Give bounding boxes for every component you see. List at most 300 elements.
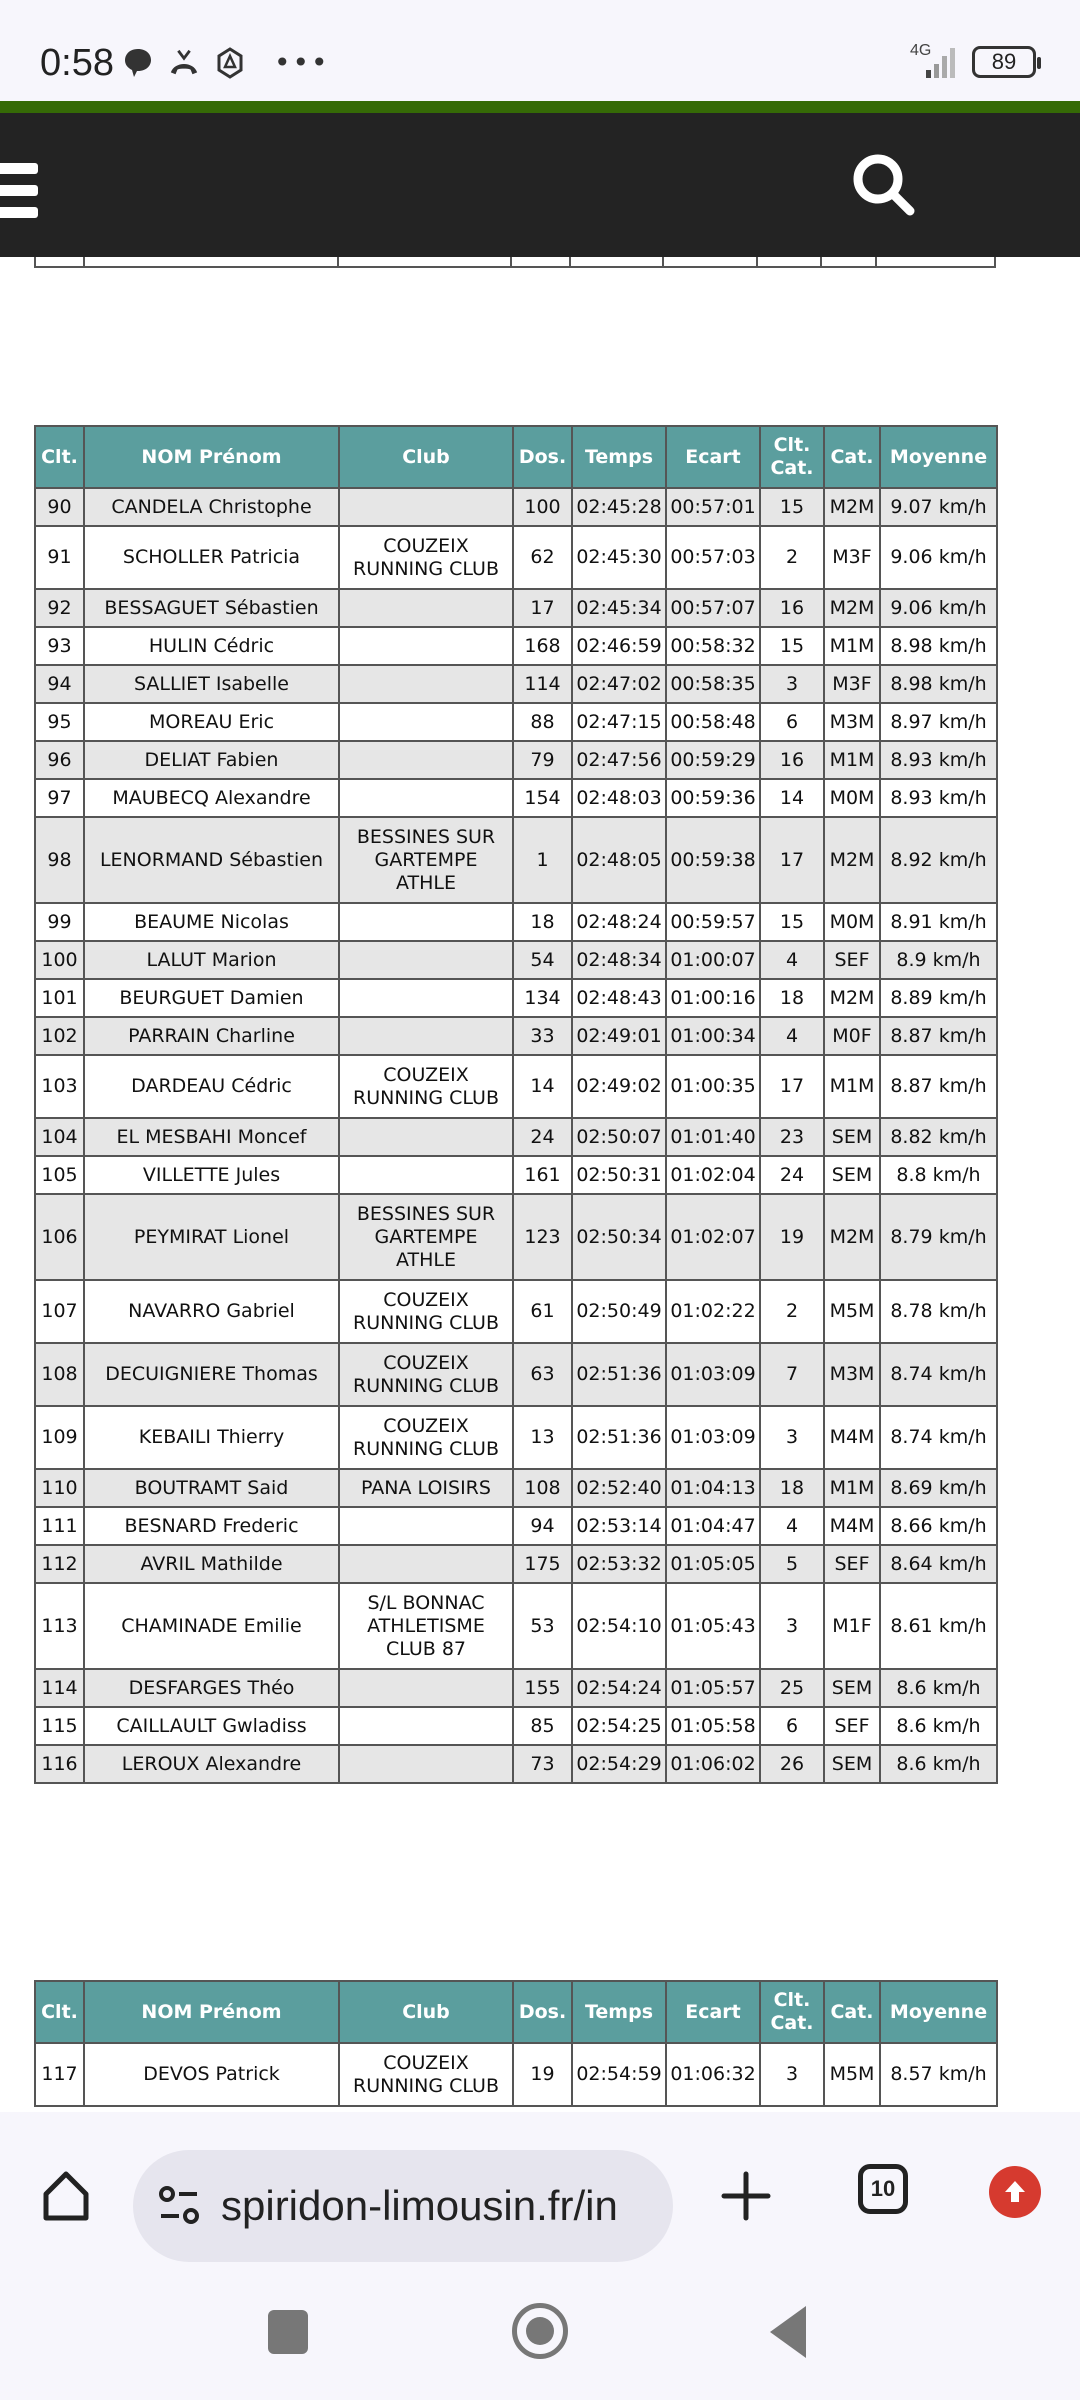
cell-ecart: 01:03:09 — [666, 1343, 760, 1406]
cell-cat: M4M — [824, 1406, 880, 1469]
cell-nom: CHAMINADE Emilie — [84, 1583, 339, 1669]
cell-ecart: 01:05:58 — [666, 1707, 760, 1745]
cell-dos: 85 — [513, 1707, 572, 1745]
cell-moyenne: 8.97 km/h — [880, 703, 997, 741]
cell-ecart: 00:57:01 — [666, 488, 760, 526]
cell-moyenne: 9.07 km/h — [880, 488, 997, 526]
cell-clt-cat: 17 — [760, 817, 824, 903]
previous-table-bottom — [34, 257, 996, 268]
cell-ecart: 01:05:05 — [666, 1545, 760, 1583]
cell-nom: LENORMAND Sébastien — [84, 817, 339, 903]
cell-temps: 02:50:07 — [572, 1118, 666, 1156]
cell-clt: 114 — [35, 1669, 84, 1707]
cell-club — [339, 741, 513, 779]
cell-dos: 154 — [513, 779, 572, 817]
cell-dos: 1 — [513, 817, 572, 903]
signal-icon: 4G — [904, 44, 960, 80]
cell-club — [339, 665, 513, 703]
cell-temps: 02:53:14 — [572, 1507, 666, 1545]
table-row — [35, 1469, 997, 1507]
cell-club — [339, 1507, 513, 1545]
cell-club — [339, 627, 513, 665]
recents-icon[interactable] — [268, 2310, 308, 2354]
cell-temps: 02:51:36 — [572, 1343, 666, 1406]
cell-cat: SEF — [824, 1545, 880, 1583]
cell-clt: 106 — [35, 1194, 84, 1280]
cell-nom: HULIN Cédric — [84, 627, 339, 665]
cell-cat: M1M — [824, 741, 880, 779]
cell-cat: M3F — [824, 665, 880, 703]
cell-ecart: 01:02:07 — [666, 1194, 760, 1280]
cell-ecart: 01:02:04 — [666, 1156, 760, 1194]
table-row — [35, 1156, 997, 1194]
cell-cat: M4M — [824, 1507, 880, 1545]
cell-temps: 02:54:29 — [572, 1745, 666, 1783]
cell-clt-cat: 18 — [760, 979, 824, 1017]
header-club: Club — [339, 426, 513, 488]
table-row — [35, 1669, 997, 1707]
cell-clt: 98 — [35, 817, 84, 903]
cell-clt-cat: 4 — [760, 941, 824, 979]
cell-temps: 02:50:49 — [572, 1280, 666, 1343]
header-cat: Cat. — [824, 426, 880, 488]
chat-bubble-icon — [122, 47, 154, 79]
cell-clt-cat: 15 — [760, 903, 824, 941]
cell-moyenne: 8.6 km/h — [880, 1669, 997, 1707]
cell-club — [339, 703, 513, 741]
cell-ecart: 01:03:09 — [666, 1406, 760, 1469]
cell-ecart: 01:06:32 — [666, 2043, 760, 2106]
status-bar — [0, 0, 1080, 101]
cell-dos: 134 — [513, 979, 572, 1017]
cell-moyenne: 8.98 km/h — [880, 627, 997, 665]
cell-ecart: 00:57:07 — [666, 589, 760, 627]
cell-clt: 101 — [35, 979, 84, 1017]
table-row — [35, 979, 997, 1017]
cell-clt-cat: 24 — [760, 1156, 824, 1194]
header-temps: Temps — [572, 426, 666, 488]
drive-icon — [214, 47, 246, 79]
page-content[interactable] — [0, 257, 1080, 2112]
cell-moyenne: 9.06 km/h — [880, 526, 997, 589]
cell-moyenne: 8.61 km/h — [880, 1583, 997, 1669]
cell-club: COUZEIX RUNNING CLUB — [339, 1343, 513, 1406]
cell-dos: 94 — [513, 1507, 572, 1545]
cell-clt-cat: 2 — [760, 1280, 824, 1343]
header-nom: NOM Prénom — [84, 1981, 339, 2043]
cell-moyenne: 8.78 km/h — [880, 1280, 997, 1343]
cell-club: BESSINES SUR GARTEMPE ATHLE — [339, 817, 513, 903]
header-ecart: Ecart — [666, 1981, 760, 2043]
cell-dos: 14 — [513, 1055, 572, 1118]
cell-moyenne: 8.98 km/h — [880, 665, 997, 703]
cell-moyenne: 8.74 km/h — [880, 1406, 997, 1469]
cell-clt: 111 — [35, 1507, 84, 1545]
cell-moyenne: 8.93 km/h — [880, 741, 997, 779]
cell-cat: M1F — [824, 1583, 880, 1669]
cell-temps: 02:54:10 — [572, 1583, 666, 1669]
cell-nom: SCHOLLER Patricia — [84, 526, 339, 589]
cell-cat: M0F — [824, 1017, 880, 1055]
cell-cat: M3F — [824, 526, 880, 589]
cell-clt: 115 — [35, 1707, 84, 1745]
url-text[interactable]: spiridon-limousin.fr/in — [221, 2182, 618, 2229]
cell-moyenne: 8.6 km/h — [880, 1707, 997, 1745]
cell-clt-cat: 3 — [760, 665, 824, 703]
cell-clt-cat: 18 — [760, 1469, 824, 1507]
table-row — [35, 1583, 997, 1669]
table-row — [35, 526, 997, 589]
cell-moyenne: 8.6 km/h — [880, 1745, 997, 1783]
cell-clt-cat: 6 — [760, 1707, 824, 1745]
cell-dos: 17 — [513, 589, 572, 627]
cell-ecart: 00:57:03 — [666, 526, 760, 589]
table-row — [35, 1118, 997, 1156]
cell-club: COUZEIX RUNNING CLUB — [339, 1406, 513, 1469]
cell-club — [339, 903, 513, 941]
cell-cat: SEM — [824, 1669, 880, 1707]
cell-dos: 62 — [513, 526, 572, 589]
cell-clt: 102 — [35, 1017, 84, 1055]
cell-clt-cat: 16 — [760, 589, 824, 627]
header-clt-cat: Clt. Cat. — [760, 426, 824, 488]
cell-club — [339, 1118, 513, 1156]
cell-clt: 95 — [35, 703, 84, 741]
table-row — [35, 488, 997, 526]
cell-cat: M5M — [824, 1280, 880, 1343]
cell-clt-cat: 23 — [760, 1118, 824, 1156]
cell-cat: M1M — [824, 1469, 880, 1507]
table-row — [35, 1343, 997, 1406]
cell-nom: BOUTRAMT Said — [84, 1469, 339, 1507]
table-row — [35, 703, 997, 741]
cell-nom: EL MESBAHI Moncef — [84, 1118, 339, 1156]
cell-clt-cat: 16 — [760, 741, 824, 779]
table-row — [35, 1194, 997, 1280]
cell-ecart: 01:05:57 — [666, 1669, 760, 1707]
cell-clt: 96 — [35, 741, 84, 779]
cell-club: COUZEIX RUNNING CLUB — [339, 1055, 513, 1118]
cell-cat: SEM — [824, 1118, 880, 1156]
cell-dos: 63 — [513, 1343, 572, 1406]
table-row — [35, 1055, 997, 1118]
cell-dos: 73 — [513, 1745, 572, 1783]
cell-dos: 155 — [513, 1669, 572, 1707]
table-row — [35, 589, 997, 627]
cell-temps: 02:47:56 — [572, 741, 666, 779]
cell-club: BESSINES SUR GARTEMPE ATHLE — [339, 1194, 513, 1280]
cell-moyenne: 8.82 km/h — [880, 1118, 997, 1156]
cell-temps: 02:48:05 — [572, 817, 666, 903]
cell-ecart: 00:59:29 — [666, 741, 760, 779]
cell-ecart: 00:58:35 — [666, 665, 760, 703]
cell-club: PANA LOISIRS — [339, 1469, 513, 1507]
table-row — [35, 1280, 997, 1343]
cell-cat: M0M — [824, 779, 880, 817]
header-dos: Dos. — [513, 426, 572, 488]
cell-cat: M2M — [824, 817, 880, 903]
home-icon[interactable] — [38, 2168, 94, 2224]
header-clt: Clt. — [35, 1981, 84, 2043]
cell-dos: 54 — [513, 941, 572, 979]
cell-dos: 13 — [513, 1406, 572, 1469]
cell-ecart: 01:04:47 — [666, 1507, 760, 1545]
browser-toolbar — [0, 2112, 1080, 2280]
cell-cat: M0M — [824, 903, 880, 941]
cell-temps: 02:47:02 — [572, 665, 666, 703]
cell-dos: 114 — [513, 665, 572, 703]
cell-clt: 91 — [35, 526, 84, 589]
cell-clt: 112 — [35, 1545, 84, 1583]
cell-clt: 93 — [35, 627, 84, 665]
cell-clt-cat: 3 — [760, 1406, 824, 1469]
table-header-row — [35, 426, 997, 488]
cell-cat: M2M — [824, 488, 880, 526]
cell-ecart: 01:00:07 — [666, 941, 760, 979]
cell-moyenne: 8.74 km/h — [880, 1343, 997, 1406]
cell-moyenne: 8.91 km/h — [880, 903, 997, 941]
cell-club — [339, 1707, 513, 1745]
table-row — [35, 1545, 997, 1583]
cell-nom: BEAUME Nicolas — [84, 903, 339, 941]
cell-ecart: 01:05:43 — [666, 1583, 760, 1669]
new-tab-icon[interactable] — [718, 2168, 774, 2224]
cell-cat: SEF — [824, 1707, 880, 1745]
cell-clt-cat: 5 — [760, 1545, 824, 1583]
cell-moyenne: 9.06 km/h — [880, 589, 997, 627]
cell-clt: 108 — [35, 1343, 84, 1406]
header-nom: NOM Prénom — [84, 426, 339, 488]
cell-moyenne: 8.92 km/h — [880, 817, 997, 903]
site-settings-icon[interactable] — [155, 2182, 203, 2230]
cell-clt-cat: 25 — [760, 1669, 824, 1707]
cell-nom: PARRAIN Charline — [84, 1017, 339, 1055]
system-nav-bar — [0, 2280, 1080, 2400]
cell-club — [339, 979, 513, 1017]
table-row — [35, 1507, 997, 1545]
cell-clt-cat: 15 — [760, 627, 824, 665]
site-header — [0, 113, 1080, 257]
table-row — [35, 903, 997, 941]
cell-temps: 02:45:34 — [572, 589, 666, 627]
cell-moyenne: 8.69 km/h — [880, 1469, 997, 1507]
table-row — [35, 2043, 997, 2106]
cell-club: COUZEIX RUNNING CLUB — [339, 1280, 513, 1343]
cell-club — [339, 1669, 513, 1707]
cell-clt-cat: 4 — [760, 1017, 824, 1055]
cell-nom: CANDELA Christophe — [84, 488, 339, 526]
cell-dos: 168 — [513, 627, 572, 665]
cell-clt: 105 — [35, 1156, 84, 1194]
cell-nom: LEROUX Alexandre — [84, 1745, 339, 1783]
cell-dos: 108 — [513, 1469, 572, 1507]
cell-clt-cat: 6 — [760, 703, 824, 741]
cell-ecart: 00:58:48 — [666, 703, 760, 741]
cell-moyenne: 8.87 km/h — [880, 1055, 997, 1118]
table-row — [35, 1707, 997, 1745]
cell-moyenne: 8.8 km/h — [880, 1156, 997, 1194]
cell-nom: SALLIET Isabelle — [84, 665, 339, 703]
cell-cat: M2M — [824, 979, 880, 1017]
cell-cat: SEM — [824, 1745, 880, 1783]
cell-moyenne: 8.79 km/h — [880, 1194, 997, 1280]
cell-clt: 107 — [35, 1280, 84, 1343]
home-button-icon[interactable] — [512, 2303, 568, 2359]
cell-nom: KEBAILI Thierry — [84, 1406, 339, 1469]
cell-moyenne: 8.89 km/h — [880, 979, 997, 1017]
cell-club — [339, 1017, 513, 1055]
cell-ecart: 01:06:02 — [666, 1745, 760, 1783]
cell-cat: M3M — [824, 1343, 880, 1406]
table-row — [35, 1406, 997, 1469]
cell-nom: MAUBECQ Alexandre — [84, 779, 339, 817]
cell-ecart: 01:04:13 — [666, 1469, 760, 1507]
cell-moyenne: 8.57 km/h — [880, 2043, 997, 2106]
cell-clt-cat: 3 — [760, 1583, 824, 1669]
cell-temps: 02:47:15 — [572, 703, 666, 741]
accent-line — [0, 101, 1080, 113]
cell-temps: 02:48:03 — [572, 779, 666, 817]
cell-dos: 19 — [513, 2043, 572, 2106]
cell-ecart: 01:01:40 — [666, 1118, 760, 1156]
cell-cat: SEM — [824, 1156, 880, 1194]
more-notifications-icon: ••• — [274, 46, 330, 79]
cell-nom: NAVARRO Gabriel — [84, 1280, 339, 1343]
cell-nom: BESSAGUET Sébastien — [84, 589, 339, 627]
cell-nom: CAILLAULT Gwladiss — [84, 1707, 339, 1745]
cell-temps: 02:51:36 — [572, 1406, 666, 1469]
cell-ecart: 00:59:38 — [666, 817, 760, 903]
cell-temps: 02:50:34 — [572, 1194, 666, 1280]
cell-club: COUZEIX RUNNING CLUB — [339, 526, 513, 589]
cell-nom: PEYMIRAT Lionel — [84, 1194, 339, 1280]
header-clt-cat: Clt. Cat. — [760, 1981, 824, 2043]
cell-temps: 02:48:24 — [572, 903, 666, 941]
cell-clt-cat: 15 — [760, 488, 824, 526]
header-moyenne: Moyenne — [880, 426, 997, 488]
cell-moyenne: 8.64 km/h — [880, 1545, 997, 1583]
tab-switcher-button[interactable]: 10 — [858, 2164, 908, 2214]
cell-ecart: 00:59:36 — [666, 779, 760, 817]
cell-club — [339, 779, 513, 817]
cell-nom: VILLETTE Jules — [84, 1156, 339, 1194]
cell-clt: 117 — [35, 2043, 84, 2106]
cell-nom: DESFARGES Théo — [84, 1669, 339, 1707]
cell-temps: 02:49:01 — [572, 1017, 666, 1055]
back-icon[interactable] — [770, 2306, 806, 2358]
cell-clt-cat: 14 — [760, 779, 824, 817]
cell-nom: AVRIL Mathilde — [84, 1545, 339, 1583]
cell-dos: 123 — [513, 1194, 572, 1280]
cell-nom: BESNARD Frederic — [84, 1507, 339, 1545]
cell-temps: 02:48:34 — [572, 941, 666, 979]
cell-temps: 02:49:02 — [572, 1055, 666, 1118]
cell-moyenne: 8.87 km/h — [880, 1017, 997, 1055]
cell-dos: 100 — [513, 488, 572, 526]
header-club: Club — [339, 1981, 513, 2043]
table-row — [35, 1745, 997, 1783]
cell-nom: DECUIGNIERE Thomas — [84, 1343, 339, 1406]
cell-clt-cat: 4 — [760, 1507, 824, 1545]
cell-dos: 24 — [513, 1118, 572, 1156]
cell-nom: DARDEAU Cédric — [84, 1055, 339, 1118]
cell-temps: 02:48:43 — [572, 979, 666, 1017]
cell-cat: M2M — [824, 589, 880, 627]
cell-clt: 97 — [35, 779, 84, 817]
cell-nom: MOREAU Eric — [84, 703, 339, 741]
cell-clt: 90 — [35, 488, 84, 526]
cell-temps: 02:54:25 — [572, 1707, 666, 1745]
table-row — [35, 817, 997, 903]
cell-moyenne: 8.9 km/h — [880, 941, 997, 979]
cell-club — [339, 1156, 513, 1194]
cell-ecart: 01:02:22 — [666, 1280, 760, 1343]
table-row — [35, 779, 997, 817]
cell-clt: 100 — [35, 941, 84, 979]
header-temps: Temps — [572, 1981, 666, 2043]
cell-ecart: 01:00:35 — [666, 1055, 760, 1118]
header-ecart: Ecart — [666, 426, 760, 488]
cell-ecart: 00:58:32 — [666, 627, 760, 665]
table-row — [35, 627, 997, 665]
cell-nom: DEVOS Patrick — [84, 2043, 339, 2106]
cell-ecart: 01:00:16 — [666, 979, 760, 1017]
cell-clt-cat: 19 — [760, 1194, 824, 1280]
update-icon[interactable] — [989, 2166, 1041, 2218]
cell-temps: 02:45:28 — [572, 488, 666, 526]
cell-dos: 88 — [513, 703, 572, 741]
cell-nom: LALUT Marion — [84, 941, 339, 979]
cell-clt-cat: 2 — [760, 526, 824, 589]
cell-dos: 33 — [513, 1017, 572, 1055]
cell-cat: M3M — [824, 703, 880, 741]
cell-clt: 92 — [35, 589, 84, 627]
cell-temps: 02:54:59 — [572, 2043, 666, 2106]
address-bar[interactable] — [133, 2150, 673, 2262]
cell-clt: 113 — [35, 1583, 84, 1669]
cell-nom: DELIAT Fabien — [84, 741, 339, 779]
header-cat: Cat. — [824, 1981, 880, 2043]
cell-ecart: 01:00:34 — [666, 1017, 760, 1055]
cell-clt: 110 — [35, 1469, 84, 1507]
cell-club — [339, 589, 513, 627]
menu-icon[interactable] — [0, 163, 38, 219]
cell-cat: M5M — [824, 2043, 880, 2106]
cell-club — [339, 488, 513, 526]
table-row — [35, 665, 997, 703]
cell-club — [339, 1545, 513, 1583]
cell-clt: 116 — [35, 1745, 84, 1783]
cell-cat: M1M — [824, 627, 880, 665]
cell-cat: M1M — [824, 1055, 880, 1118]
cell-club — [339, 1745, 513, 1783]
cell-moyenne: 8.93 km/h — [880, 779, 997, 817]
cell-clt-cat: 7 — [760, 1343, 824, 1406]
cell-clt-cat: 3 — [760, 2043, 824, 2106]
cell-dos: 61 — [513, 1280, 572, 1343]
cell-ecart: 00:59:57 — [666, 903, 760, 941]
cell-club: S/L BONNAC ATHLETISME CLUB 87 — [339, 1583, 513, 1669]
cell-dos: 175 — [513, 1545, 572, 1583]
cell-clt: 94 — [35, 665, 84, 703]
cell-clt-cat: 17 — [760, 1055, 824, 1118]
cell-cat: M2M — [824, 1194, 880, 1280]
search-icon[interactable] — [848, 149, 920, 221]
table-row — [35, 741, 997, 779]
cell-club — [339, 941, 513, 979]
cell-clt: 109 — [35, 1406, 84, 1469]
cell-clt: 104 — [35, 1118, 84, 1156]
